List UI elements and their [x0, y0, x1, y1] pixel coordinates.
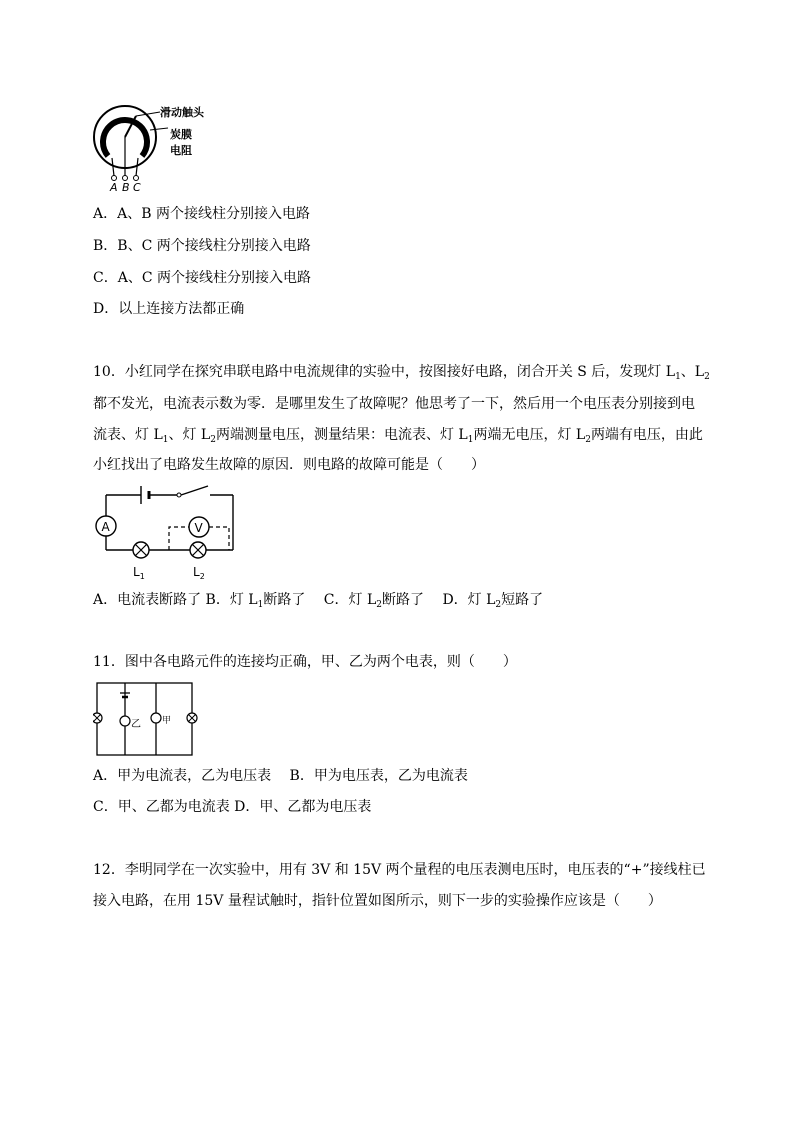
q12-stem-line2: 接入电路，在用 15V 量程试触时，指针位置如图所示，则下一步的实验操作应该是（ ）: [93, 893, 662, 909]
q11-options-line2: C．甲、乙都为电流表 D．甲、乙都为电压表: [93, 799, 372, 815]
q10-stem-line1: 10．小红同学在探究串联电路中电流规律的实验中，按图接好电路，闭合开关 S 后，发现灯 $L_1$、$L_2$: [93, 364, 710, 382]
lamp-l2-label: $L_2$: [193, 565, 205, 581]
label-sliding-contact: 滑动触头: [160, 106, 204, 119]
label-carbon-film: 炭膜: [170, 128, 192, 141]
q10-stem-line4: 小红找出了电路发生故障的原因．则电路的故障可能是（ ）: [93, 457, 485, 473]
q9-option-a: A．A、B 两个接线柱分别接入电路: [93, 206, 310, 222]
q10-stem-line2: 都不发光，电流表示数为零．是哪里发生了故障呢？他思考了一下，然后用一个电压表分别接到电: [93, 396, 695, 412]
q11-options-line1: A．甲为电流表，乙为电压表 B．甲为电压表，乙为电流表: [93, 768, 468, 784]
q9-option-c: C．A、C 两个接线柱分别接入电路: [93, 270, 311, 286]
meter-jia-label: 甲: [162, 716, 172, 726]
q10-circuit-figure: [93, 482, 243, 582]
lamp-l1-label: $L_1$: [133, 565, 145, 581]
label-resistor: 电阻: [170, 144, 192, 157]
q9-option-b: B．B、C 两个接线柱分别接入电路: [93, 238, 311, 254]
q10-options: A．电流表断路了 B．灯 $L_1$断路了 C．灯 $L_2$断路了 D．灯 $L_2$短路了: [93, 592, 544, 610]
terminal-a-label: A: [110, 181, 118, 194]
rheostat-figure: [92, 100, 232, 195]
q12-stem-line1: 12．李明同学在一次实验中，用有 3V 和 15V 两个量程的电压表测电压时，电压表的“+”接线柱已: [93, 862, 706, 878]
terminal-c-label: C: [133, 181, 141, 194]
terminal-b-label: B: [122, 181, 130, 194]
q10-stem-line3: 流表、灯 $L_1$、灯 $L_2$两端测量电压，测量结果：电流表、灯 $L_1$两端无电压，灯 $L_2$两端有电压，由此: [93, 427, 703, 445]
voltmeter-label: V: [194, 521, 203, 535]
ammeter-label: A: [101, 520, 110, 534]
q11-circuit-figure: [93, 680, 198, 760]
q11-stem: 11．图中各电路元件的连接均正确，甲、乙为两个电表，则（ ）: [93, 654, 517, 670]
q9-option-d: D．以上连接方法都正确: [93, 301, 245, 317]
meter-yi-label: 乙: [131, 719, 141, 730]
